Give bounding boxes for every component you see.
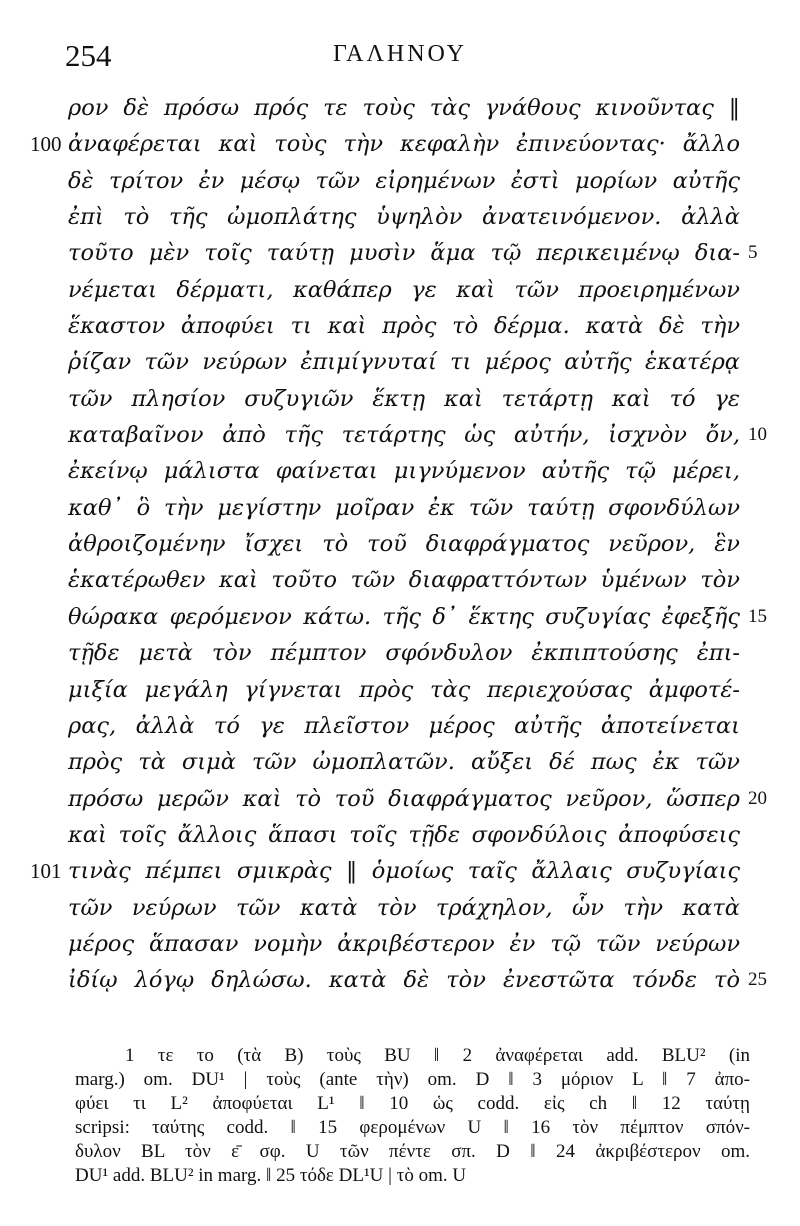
line-text: τῶν πλησίον συζυγιῶν ἕκτῃ καὶ τετάρτῃ καὶ τό γε (68, 385, 740, 412)
line-text: νέμεται δέρματι, καθάπερ γε καὶ τῶν προειρημένων (68, 276, 740, 303)
line-text: μιξία μεγάλη γίγνεται πρὸς τὰς περιεχούσας ἀμφοτέ- (68, 676, 740, 703)
apparatus-line: DU¹ add. BLU² in marg. ‖ 25 τόδε DL¹U | τὸ om. U (75, 1165, 467, 1186)
line-text: καταβαῖνον ἀπὸ τῆς τετάρτης ὡς αὐτήν, ἰσχνὸν ὄν, (68, 422, 740, 449)
text-line (0, 90, 800, 126)
text-line (0, 526, 800, 562)
line-text: ρας, ἀλλὰ τό γε πλεῖστον μέρος αὐτῆς ἀποτείνεται (68, 712, 740, 739)
apparatus-line: marg.) om. DU¹ | τοὺς (ante τὴν) om. D ‖ 3 μόριον L ‖ 7 ἀπο- (75, 1069, 750, 1090)
line-text: πρόσω μερῶν καὶ τὸ τοῦ διαφράγματος νεῦρον, ὥσπερ (68, 785, 740, 812)
text-line (0, 272, 800, 308)
text-line (0, 562, 800, 598)
text-line (0, 635, 800, 671)
critical-apparatus (75, 1044, 750, 1188)
text-line (0, 962, 800, 998)
text-line (0, 453, 800, 489)
text-line (0, 817, 800, 853)
line-text: ῥίζαν τῶν νεύρων ἐπιμίγνυταί τι μέρος αὐτῆς ἑκατέρᾳ (68, 349, 740, 376)
text-line (0, 235, 800, 271)
text-line (0, 926, 800, 962)
line-text: καθ᾽ ὃ τὴν μεγίστην μοῖραν ἐκ τῶν ταύτῃ σφονδύλων (68, 494, 740, 521)
line-text: ἐπὶ τὸ τῆς ὠμοπλάτης ὑψηλὸν ἀνατεινόμενον. ἀλλὰ (68, 204, 740, 231)
text-line (0, 163, 800, 199)
text-line (0, 744, 800, 780)
margin-reference-number: 100 (30, 132, 62, 157)
text-line (0, 344, 800, 380)
text-line (0, 126, 800, 162)
main-text (0, 90, 800, 999)
text-line (0, 599, 800, 635)
text-line (0, 490, 800, 526)
running-title: ΓΑΛΗΝΟΥ (332, 41, 468, 67)
text-line (0, 381, 800, 417)
line-text: ἕκαστον ἀποφύει τι καὶ πρὸς τὸ δέρμα. κατὰ δὲ τὴν (68, 313, 740, 340)
line-text: ἀναφέρεται καὶ τοὺς τὴν κεφαλὴν ἐπινεύοντας· ἄλλο (68, 131, 740, 158)
line-number: 20 (748, 787, 767, 809)
line-number: 5 (748, 242, 758, 264)
line-text: ἐκείνῳ μάλιστα φαίνεται μιγνύμενον αὐτῆς τῷ μέρει, (68, 458, 740, 485)
text-line (0, 781, 800, 817)
line-text: μέρος ἅπασαν νομὴν ἀκριβέστερον ἐν τῷ τῶν νεύρων (68, 930, 740, 957)
page-header (0, 38, 800, 78)
line-text: δὲ τρίτον ἐν μέσῳ τῶν εἰρημένων ἐστὶ μορίων αὐτῆς (68, 167, 740, 194)
text-line (0, 308, 800, 344)
line-text: τῶν νεύρων τῶν κατὰ τὸν τράχηλον, ὧν τὴν κατὰ (68, 894, 740, 921)
text-line (0, 199, 800, 235)
apparatus-line: φύει τι L² ἀποφύεται L¹ ‖ 10 ὡς codd. εἰς ch ‖ 12 ταύτῃ (75, 1093, 750, 1114)
text-line (0, 417, 800, 453)
line-number: 15 (748, 605, 767, 627)
margin-reference-number: 101 (30, 859, 62, 884)
line-text: καὶ τοῖς ἄλλοις ἅπασι τοῖς τῇδε σφονδύλοις ἀποφύσεις (68, 821, 740, 848)
line-text: τινὰς πέμπει σμικρὰς ‖ ὁμοίως ταῖς ἄλλαις συζυγίαις (68, 858, 740, 885)
apparatus-line: δυλον BL τὸν ε̄ σφ. U τῶν πέντε σπ. D ‖ 24 ἀκριβέστερον om. (75, 1141, 750, 1162)
apparatus-line: scripsi: ταύτης codd. ‖ 15 φερομένων U ‖ 16 τὸν πέμπτον σπόν- (75, 1117, 750, 1138)
line-text: ρον δὲ πρόσω πρός τε τοὺς τὰς γνάθους κινοῦντας ‖ (68, 95, 740, 121)
text-line (0, 708, 800, 744)
line-number: 25 (748, 969, 767, 991)
text-line (0, 672, 800, 708)
page-number: 254 (65, 38, 112, 73)
line-text: πρὸς τὰ σιμὰ τῶν ὠμοπλατῶν. αὔξει δέ πως ἐκ τῶν (68, 749, 740, 776)
apparatus-line: 1 τε το (τὰ B) τοὺς BU ‖ 2 ἀναφέρεται add. BLU² (in (125, 1045, 750, 1066)
line-text: ἀθροιζομένην ἴσχει τὸ τοῦ διαφράγματος νεῦρον, ἓν (68, 531, 740, 558)
line-text: τῇδε μετὰ τὸν πέμπτον σφόνδυλον ἐκπιπτούσης ἐπι- (68, 640, 740, 667)
line-text: θώρακα φερόμενον κάτω. τῆς δ᾽ ἕκτης συζυγίας ἐφεξῆς (68, 603, 740, 630)
text-line (0, 853, 800, 889)
line-number: 10 (748, 424, 767, 446)
line-text: ἰδίῳ λόγῳ δηλώσω. κατὰ δὲ τὸν ἐνεστῶτα τόνδε τὸ (68, 967, 740, 994)
text-line (0, 890, 800, 926)
line-text: ἑκατέρωθεν καὶ τοῦτο τῶν διαφραττόντων ὑμένων τὸν (68, 567, 740, 594)
line-text: τοῦτο μὲν τοῖς ταύτῃ μυσὶν ἅμα τῷ περικειμένῳ δια- (68, 240, 740, 267)
